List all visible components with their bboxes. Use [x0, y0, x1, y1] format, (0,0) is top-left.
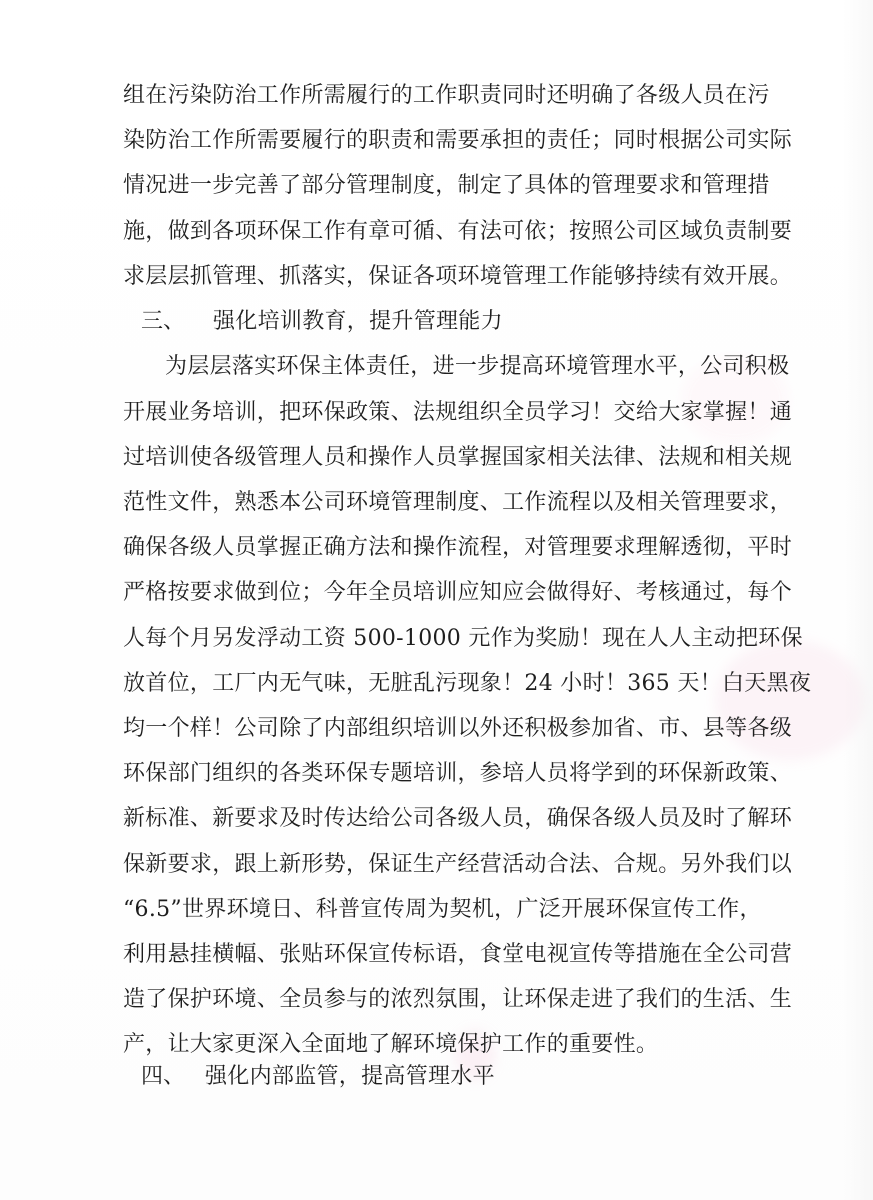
paragraph-line: 情况进一步完善了部分管理制度，制定了具体的管理要求和管理措	[123, 173, 770, 199]
paragraph-line: 均一个样！公司除了内部组织培训以外还积极参加省、市、县等各级	[123, 715, 793, 741]
section-heading: 强化内部监管，提高管理水平	[205, 1064, 495, 1089]
paragraph-line: 产，让大家更深入全面地了解环境保护工作的重要性。	[123, 1032, 659, 1058]
section-heading: 强化培训教育，提升管理能力	[213, 309, 503, 334]
paragraph-line: 范性文件，熟悉本公司环境管理制度、工作流程以及相关管理要求，	[123, 489, 793, 515]
paragraph-line: 施，做到各项环保工作有章可循、有法可依；按照公司区域负责制要	[123, 218, 793, 244]
paragraph-line: 确保各级人员掌握正确方法和操作流程，对管理要求理解透彻，平时	[123, 535, 793, 561]
section-number: 三、	[141, 309, 186, 334]
paragraph-line: “6.5”世界环境日、科普宣传周为契机，广泛开展环保宣传工作，	[123, 896, 762, 922]
paragraph-line: 染防治工作所需要履行的职责和需要承担的责任；同时根据公司实际	[123, 128, 793, 154]
paragraph-line: 过培训使各级管理人员和操作人员掌握国家相关法律、法规和相关规	[123, 444, 793, 470]
paragraph-line: 新标准、新要求及时传达给公司各级人员，确保各级人员及时了解环	[123, 806, 793, 832]
paragraph-line: 环保部门组织的各类环保专题培训，参培人员将学到的环保新政策、	[123, 761, 793, 787]
paragraph-line: 求层层抓管理、抓落实，保证各项环境管理工作能够持续有效开展。	[123, 263, 793, 289]
paragraph-line: 开展业务培训，把环保政策、法规组织全员学习！交给大家掌握！通	[123, 399, 793, 425]
paragraph-line: 组在污染防治工作所需履行的工作职责同时还明确了各级人员在污	[123, 83, 770, 108]
paragraph-line: 严格按要求做到位；今年全员培训应知应会做得好、考核通过，每个	[123, 580, 793, 606]
paragraph-line: 人每个月另发浮动工资 500-1000 元作为奖励！现在人人主动把环保	[123, 625, 803, 651]
paragraph-line: 利用悬挂横幅、张贴环保宣传标语，食堂电视宣传等措施在全公司营	[123, 941, 793, 967]
paragraph-line: 放首位，工厂内无气味，无脏乱污现象！24 小时！365 天！白天黑夜	[123, 670, 812, 696]
paragraph-line: 为层层落实环保主体责任，进一步提高环境管理水平，公司积极	[165, 354, 790, 380]
paragraph-line: 造了保护环境、全员参与的浓烈氛围，让环保走进了我们的生活、生	[123, 987, 793, 1013]
section-number: 四、	[141, 1064, 186, 1089]
paragraph-line: 保新要求，跟上新形势，保证生产经营活动合法、合规。另外我们以	[123, 851, 793, 877]
